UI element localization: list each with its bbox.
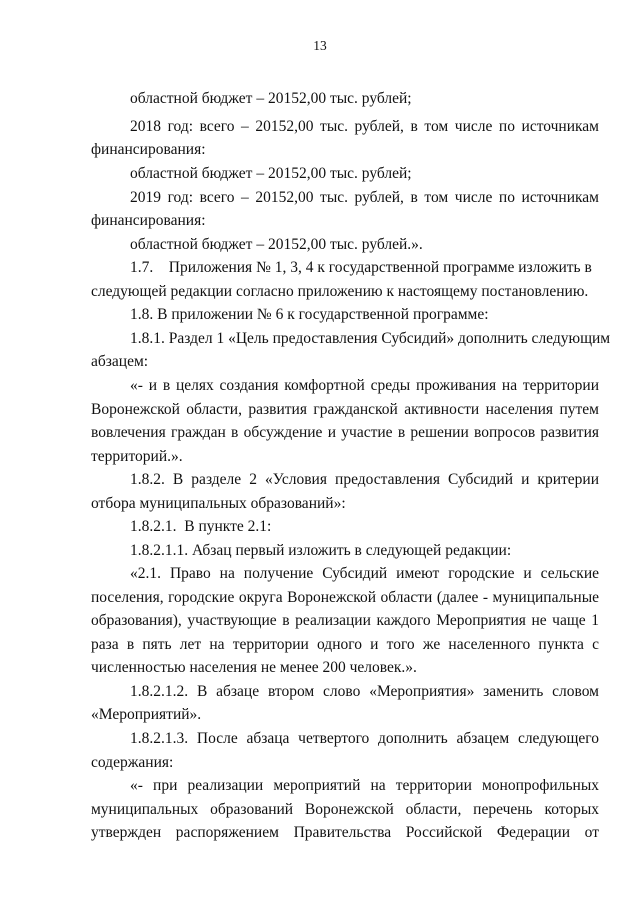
text-line: утвержден распоряжением Правительства Российской Федерации от: [91, 824, 599, 841]
text-line: 1.8.2.1. В пункте 2.1:: [130, 518, 272, 535]
text-line: численностью населения не менее 200 человек.».: [91, 659, 417, 676]
text-line: абзацем:: [91, 353, 149, 370]
text-line: 1.8. В приложении № 6 к государственной программе:: [130, 306, 489, 323]
text-line: финансирования:: [91, 141, 206, 158]
text-line: 2018 год: всего – 20152,00 тыс. рублей, в том числе по источникам: [130, 118, 599, 135]
text-line: «- при реализации мероприятий на территории монопрофильных: [130, 777, 599, 794]
text-line: 1.8.2.1.3. После абзаца четвертого дополнить абзацем следующего: [130, 730, 599, 747]
text-line: «- и в целях создания комфортной среды проживания на территории: [130, 377, 599, 394]
text-line: 1.7. Приложения № 1, 3, 4 к государственной программе изложить в: [130, 259, 592, 276]
text-line: «Мероприятий».: [91, 706, 202, 723]
text-line: 1.8.2.1.1. Абзац первый изложить в следующей редакции:: [130, 542, 512, 559]
text-line: отбора муниципальных образований»:: [91, 495, 346, 512]
text-line: 2019 год: всего – 20152,00 тыс. рублей, в том числе по источникам: [130, 189, 599, 206]
text-line: содержания:: [91, 754, 174, 771]
text-line: следующей редакции согласно приложению к настоящему постановлению.: [91, 283, 589, 300]
text-line: областной бюджет – 20152,00 тыс. рублей;: [130, 90, 412, 107]
text-line: 1.8.2.1.2. В абзаце втором слово «Мероприятия» заменить словом: [130, 683, 599, 700]
text-line: финансирования:: [91, 212, 206, 229]
text-line: раза в пять лет на территории одного и того же населенного пункта с: [91, 636, 599, 653]
text-line: образования), участвующие в реализации каждого Мероприятия не чаще 1: [91, 612, 599, 629]
text-line: 1.8.1. Раздел 1 «Цель предоставления Субсидий» дополнить следующим: [130, 330, 611, 347]
text-line: территорий.».: [91, 448, 183, 465]
text-line: «2.1. Право на получение Субсидий имеют городские и сельские: [130, 565, 599, 582]
text-line: муниципальных образований Воронежской области, перечень которых: [91, 801, 599, 818]
text-line: 1.8.2. В разделе 2 «Условия предоставления Субсидий и критерии: [130, 471, 599, 488]
page-number: 13: [313, 38, 327, 53]
text-line: Воронежской области, развития гражданской активности населения путем: [91, 401, 599, 418]
text-line: вовлечения граждан в обсуждение и участие в решении вопросов развития: [91, 424, 599, 441]
text-line: областной бюджет – 20152,00 тыс. рублей.».: [130, 236, 423, 253]
text-line: поселения, городские округа Воронежской области (далее - муниципальные: [91, 589, 599, 606]
text-line: областной бюджет – 20152,00 тыс. рублей;: [130, 165, 412, 182]
